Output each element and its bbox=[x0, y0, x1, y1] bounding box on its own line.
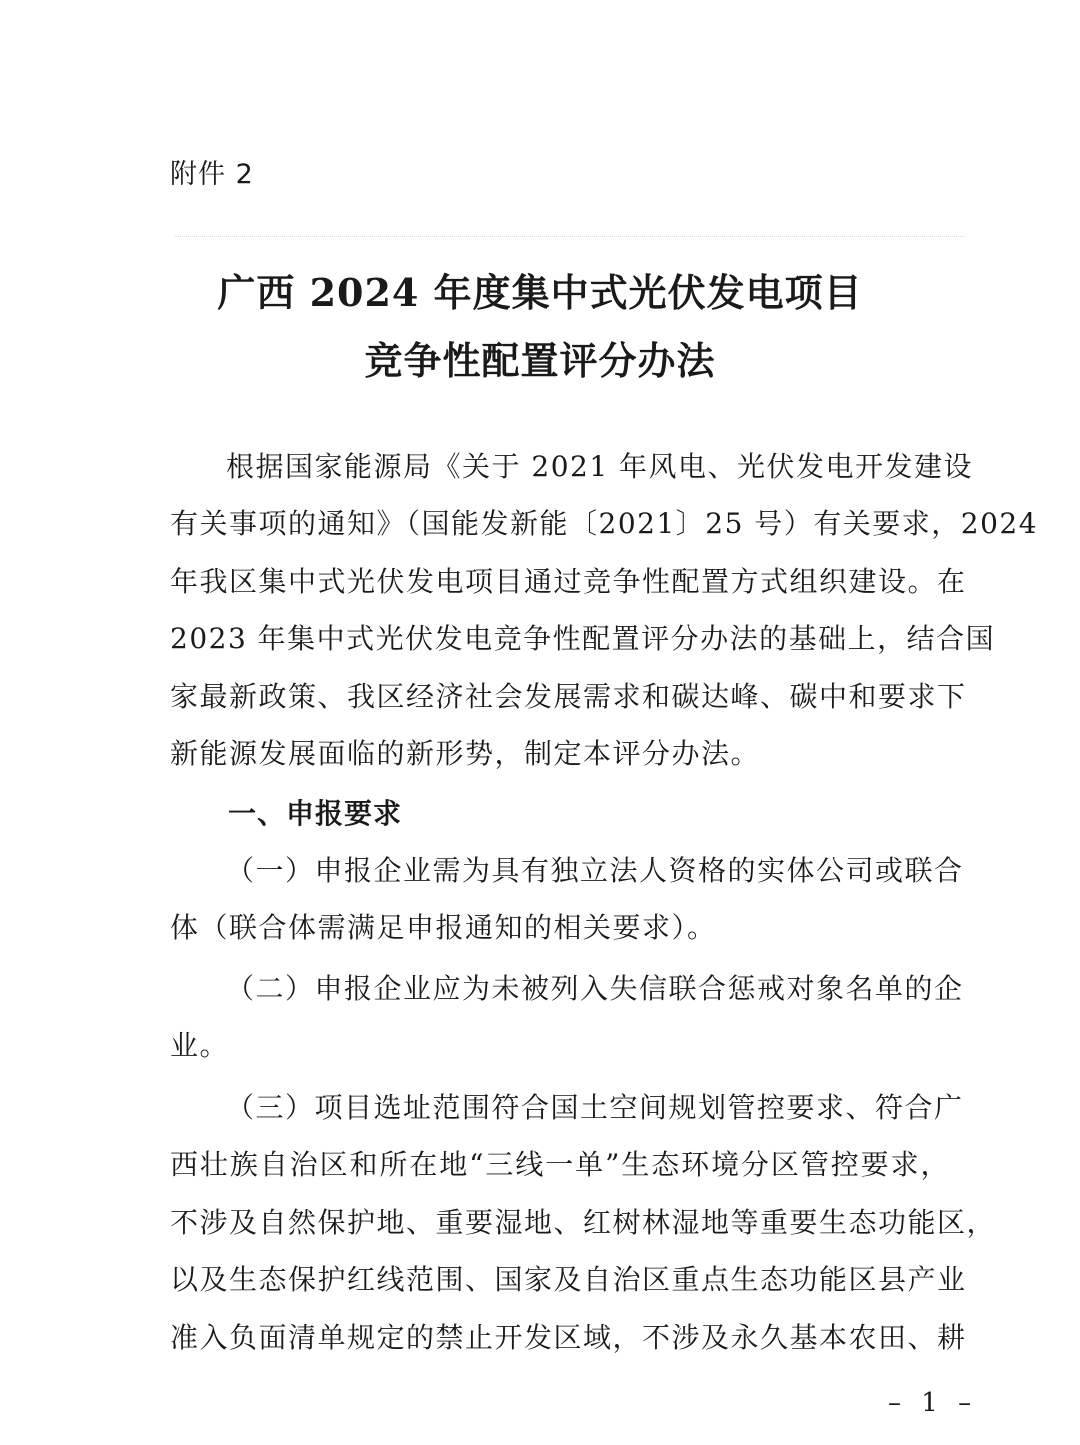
paragraph-line: （二）申报企业应为未被列入失信联合惩戒对象名单的企 bbox=[226, 972, 964, 1005]
requirement-item-3 bbox=[170, 1079, 997, 1366]
paragraph-line: （三）项目选址范围符合国土空间规划管控要求、符合广 bbox=[226, 1091, 964, 1124]
intro-paragraph bbox=[170, 438, 1039, 782]
paragraph-line: （一）申报企业需为具有独立法人资格的实体公司或联合 bbox=[226, 854, 964, 887]
paragraph-line: 准入负面清单规定的禁止开发区域，不涉及永久基本农田、耕 bbox=[170, 1320, 967, 1354]
paragraph-line: 以及生态保护红线范围、国家及自治区重点生态功能区县产业 bbox=[170, 1263, 967, 1297]
paragraph-line: 体（联合体需满足申报通知的相关要求）。 bbox=[170, 911, 717, 945]
paragraph-line: 有关事项的通知》（国能发新能〔2021〕25 号）有关要求，2024 bbox=[170, 507, 1039, 541]
paragraph-line: 业。 bbox=[170, 1029, 230, 1063]
paragraph-line: 不涉及自然保护地、重要湿地、红树林湿地等重要生态功能区， bbox=[170, 1205, 997, 1239]
attachment-label: 附件 2 bbox=[170, 159, 254, 190]
paragraph-line: 家最新政策、我区经济社会发展需求和碳达峰、碳中和要求下 bbox=[170, 679, 967, 713]
paragraph-line: 根据国家能源局《关于 2021 年风电、光伏发电开发建设 bbox=[226, 450, 974, 483]
requirement-item-2 bbox=[170, 960, 964, 1075]
document-title-line-1: 广西 2024 年度集中式光伏发电项目 bbox=[217, 270, 863, 315]
requirement-item-1 bbox=[170, 842, 964, 957]
divider bbox=[175, 236, 965, 237]
paragraph-line: 新能源发展面临的新形势，制定本评分办法。 bbox=[170, 737, 761, 771]
paragraph-line: 2023 年集中式光伏发电竞争性配置评分办法的基础上，结合国 bbox=[170, 622, 996, 656]
document-title-line-2: 竞争性配置评分办法 bbox=[364, 338, 716, 383]
paragraph-line: 年我区集中式光伏发电项目通过竞争性配置方式组织建设。在 bbox=[170, 564, 967, 598]
paragraph-line: 西壮族自治区和所在地“三线一单”生态环境分区管控要求， bbox=[170, 1148, 950, 1182]
section-heading: 一、申报要求 bbox=[228, 797, 403, 830]
page-number: – 1 – bbox=[888, 1388, 978, 1418]
